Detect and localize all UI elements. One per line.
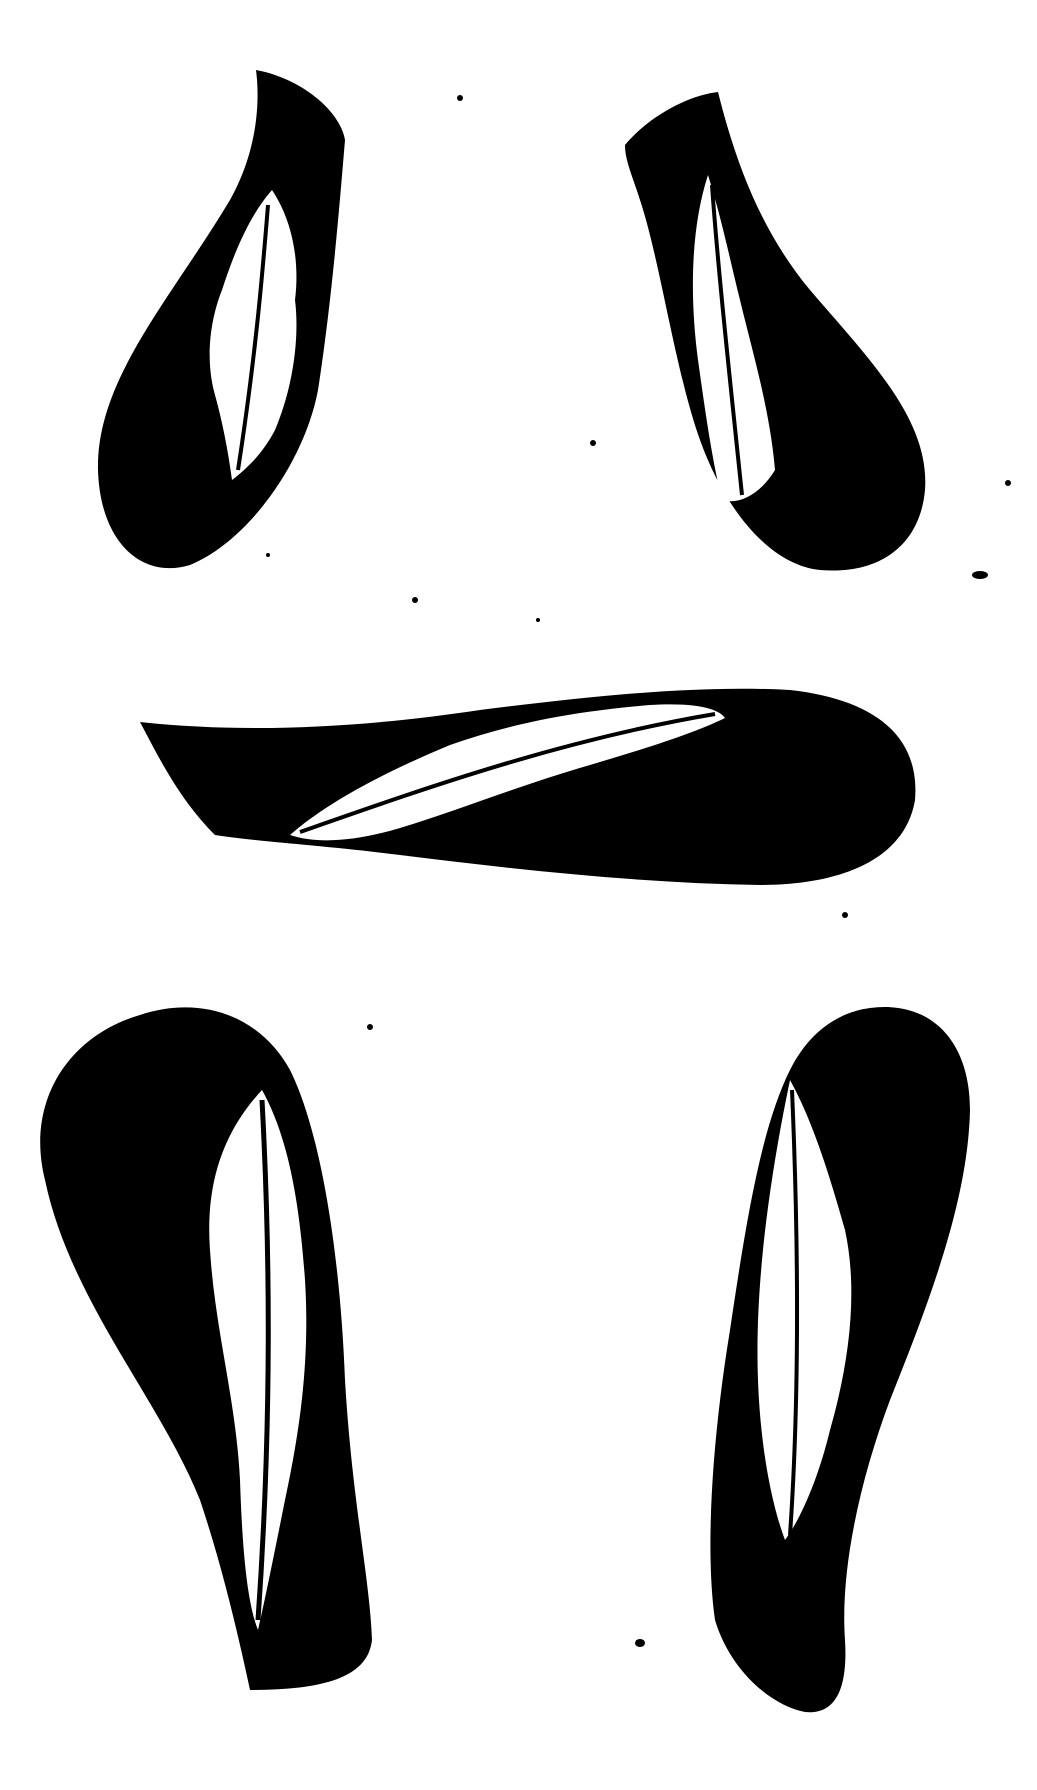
- specimen-silhouette: [140, 689, 915, 885]
- specimen-top-left: [98, 70, 345, 568]
- specimen-top-right: [625, 92, 925, 571]
- speck: [266, 553, 270, 557]
- speck: [412, 597, 418, 603]
- speck: [457, 95, 463, 101]
- speck: [590, 440, 596, 446]
- specimen-middle: [140, 689, 915, 885]
- specimen-bottom-left: [40, 1007, 372, 1690]
- speck: [972, 571, 988, 579]
- speck: [367, 1024, 373, 1030]
- specimen-silhouette: [625, 92, 925, 571]
- speck: [842, 912, 848, 918]
- speck: [536, 618, 540, 622]
- specimen-bottom-right: [710, 1007, 970, 1712]
- speck: [635, 1639, 645, 1647]
- specimen-silhouette: [40, 1007, 372, 1690]
- speck: [1005, 480, 1011, 486]
